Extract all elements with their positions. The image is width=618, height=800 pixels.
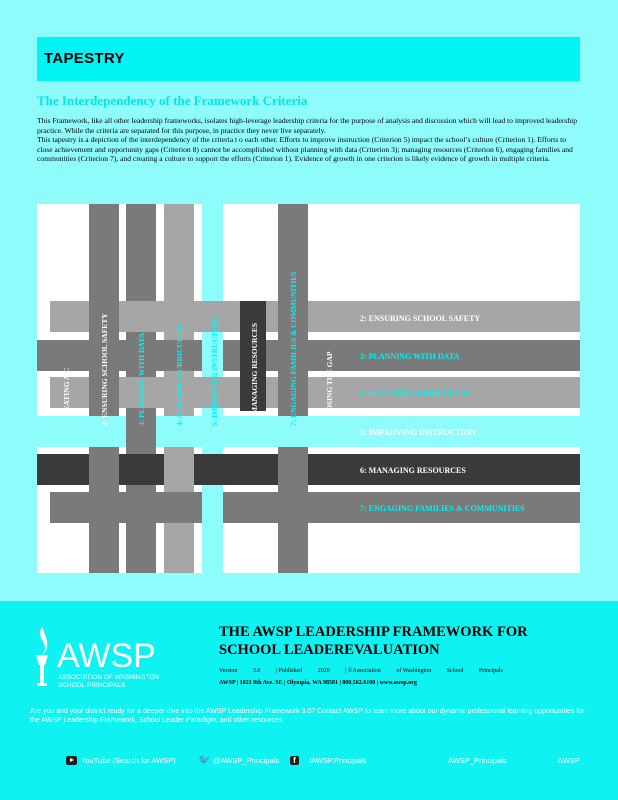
row-label-3: 3: PLANNING WITH DATA (360, 352, 460, 361)
facebook-icon: f (290, 756, 299, 765)
row-stripe-5 (37, 416, 580, 447)
row-label-5: 5: IMPROVING INSTRUCTION (360, 428, 476, 437)
framework-title (219, 623, 579, 659)
twitter-link[interactable]: 🐦 @AWSP_Principals (198, 755, 280, 766)
contact-address: AWSP | 1021 8th Ave. SE | Olympia, WA 98501 | 800.562.6100 | www.awsp.org (219, 680, 417, 686)
call-to-action: Are you and your district ready for a deeper dive into the AWSP Leadership Framework 3.0? Contact AWSP to learn more about our dynamic professional learning opportunities for the AWSP Leadership Framework, School Leader Paradigm, and other resources. (30, 708, 585, 724)
facebook-link[interactable]: f /AWSP.Principals (290, 756, 367, 765)
column-label-8: LOSING THE GAP (325, 351, 334, 416)
column-label-7: 7: ENGAGING FAMILIES & COMMUNITIES (289, 271, 298, 426)
column-label-4: 4: ALIGNING CURRICULUM (175, 324, 184, 426)
intro-text (37, 116, 582, 164)
row-label-2: 2: ENSURING SCHOOL SAFETY (360, 314, 481, 323)
awsp-logo (30, 625, 200, 695)
title-banner (37, 37, 580, 81)
twitter-icon: 🐦 (198, 755, 211, 766)
row-label-4: 4: ALIGNING CURRICULUM (360, 389, 469, 398)
section-subtitle: The Interdependency of the Framework Criteria (37, 93, 308, 108)
logo-word: AWSP (57, 637, 156, 675)
intro-paragraph-1: This Framework, like all other leadership frameworks, isolates high-leverage leadership criteria for the purpose of analysis and discussion which will lead to improved leadership practice. While the criteria are separated for this purpose, in practice they never live separately. (37, 116, 578, 135)
column-label-6: MANAGING RESOURCES (250, 322, 259, 414)
column-label-1: REATING A C (62, 367, 71, 416)
column-label-3: 3: PLANNING WITH DATA (137, 332, 146, 426)
instagram-link[interactable]: AWSP_Principals (448, 756, 507, 765)
framework-title-line-1: THE AWSP LEADERSHIP FRAMEWORK FOR (219, 624, 528, 640)
linkedin-link[interactable]: AWSP (558, 756, 580, 765)
intro-paragraph-2: This tapestry is a depiction of the interdependency of the criteria t o each other. Efforts to improve instruction (Criterion 5) impact the school’s culture (Criterion 1). Efforts to close achievement and opportunity gaps (Criterion 8) cannot be accomplished without planning with data (Criterion 3); managing resources (Criterion 6), engaging families and communities (Criterion 7), and creating a culture to support the efforts (Criterion 1). Evidence of growth in one criterion is likely evidence of growth in multiple criteria. (37, 135, 573, 163)
column-label-5: 5: IMPROVING INSTRUCTION (210, 317, 219, 426)
framework-title-line-2: SCHOOL LEADEREVALUATION (219, 642, 440, 658)
row-label-6: 6: MANAGING RESOURCES (360, 466, 466, 475)
row-label-7: 7: ENGAGING FAMILIES & COMMUNITIES (360, 504, 525, 513)
column-label-2: 2: ENSURING SCHOOL SAFETY (100, 313, 109, 426)
logo-line-1: ASSOCIATION OF WASHINGTON (58, 674, 159, 681)
version-info: Version 3.0 | Published 2020 | ©Association of Washington School Principals (219, 668, 503, 674)
footer (0, 601, 618, 800)
logo-line-2: SCHOOL PRINCIPALS (58, 682, 126, 689)
youtube-icon (66, 756, 77, 765)
row-stripe-3 (37, 340, 580, 371)
page-title: TAPESTRY (44, 50, 125, 67)
social-links (66, 756, 586, 770)
youtube-link[interactable]: YouTube (Search for AWSP) (66, 756, 176, 765)
tapestry-graphic (37, 204, 580, 573)
torch-icon (36, 627, 48, 686)
